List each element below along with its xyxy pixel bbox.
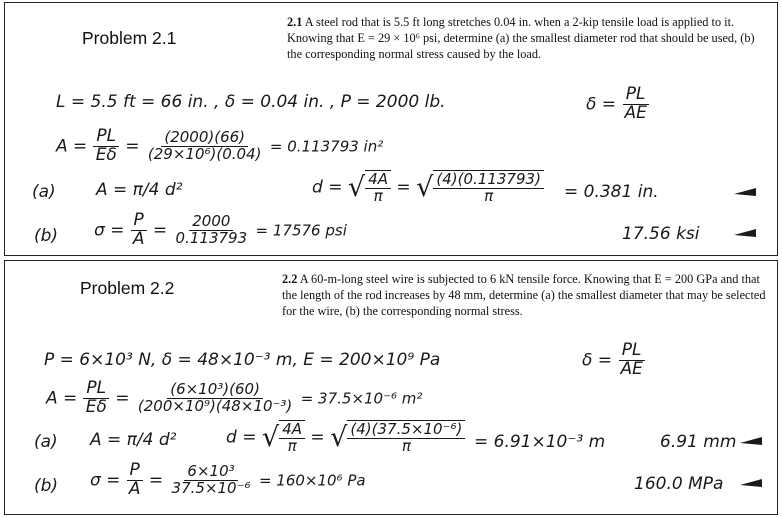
- sqrt1-num: 4A: [279, 422, 305, 439]
- problem-2-1-formula: [586, 86, 650, 123]
- formula-lhs: δ =: [586, 94, 617, 115]
- problem-2-1-a-area: A = π/4 d²: [96, 180, 183, 200]
- area-lhs: A =: [56, 136, 88, 157]
- problem-2-2-number: 2.2: [282, 272, 298, 286]
- sqrt2-num: (4)(0.113793): [433, 172, 544, 189]
- area-f2-num: (6×10³)(60): [167, 382, 263, 399]
- answer-arrow-icon: [734, 188, 756, 196]
- sqrt1-num: 4A: [365, 172, 391, 189]
- problem-2-2-statement-text: A 60-m-long steel wire is subjected to 6 kN tensile force. Knowing that E = 200 GPa and that the length of the rod increases by 48 mm, determine (a) the smallest diameter that may be selected for the wire, (b) the corresponding normal stress.: [282, 272, 766, 318]
- answer-arrow-icon: [740, 437, 762, 445]
- problem-2-2-a-area: A = π/4 d²: [90, 430, 177, 450]
- problem-2-2-statement: [282, 271, 770, 319]
- problem-2-1-number: 2.1: [287, 15, 303, 29]
- b-f2-num: 6×10³: [184, 464, 237, 481]
- problem-2-1-given: L = 5.5 ft = 66 in. , δ = 0.04 in. , P = 2000 lb.: [56, 92, 446, 112]
- problem-2-2-formula: [582, 342, 646, 379]
- problem-2-1-statement: [287, 14, 767, 62]
- sqrt1-den: π: [373, 186, 383, 205]
- problem-2-2-a-diameter: d = √ $\frac{4A}{\pi}$ = √ $\frac{\text{(4)(37.5×10⁻⁶)}}{\pi}$: [226, 420, 465, 455]
- problem-2-2-a-label: (a): [34, 432, 58, 452]
- b-f1-num: P: [127, 462, 143, 481]
- area-f1-den: Eδ: [95, 144, 117, 165]
- b-lhs: σ =: [94, 220, 125, 241]
- b-result: = 160×10⁶ Pa: [258, 471, 366, 490]
- d-lhs: d =: [312, 177, 343, 198]
- problem-2-1-a-diameter: d = √ $\frac{4A}{\pi}$ = √ $\frac{(4)(0.113793)}{\pi}$: [312, 170, 544, 205]
- sqrt2-den: π: [401, 436, 411, 455]
- b-result: = 17576 psi: [255, 221, 347, 240]
- area-f2-num: (2000)(66): [161, 130, 248, 147]
- answer-arrow-icon: [734, 229, 756, 237]
- problem-2-2-b-stress: σ = $\frac{P}{A}$ = $\frac{\text{6×10³}}{\text{37.5×10⁻⁶}}$ = 160×10⁶ Pa: [90, 460, 366, 499]
- area-f1-num: PL: [93, 128, 119, 147]
- problem-2-1-area-line: [56, 128, 383, 165]
- problem-2-1-statement-text: A steel rod that is 5.5 ft long stretches 0.04 in. when a 2-kip tensile load is applied to it. Knowing that E = 29 × 10⁶ psi, determine (a) the smallest diameter rod that should be used, (b) the corresponding normal stress caused by the load.: [287, 15, 755, 61]
- area-f2-den: (200×10⁹)(48×10⁻³): [137, 396, 293, 415]
- problem-2-1-b-stress: σ = $\frac{P}{A}$ = $\frac{2000}{0.113793}$ = 17576 psi: [94, 210, 347, 249]
- problem-2-2-given: P = 6×10³ N, δ = 48×10⁻³ m, E = 200×10⁹ Pa: [44, 350, 441, 370]
- problem-2-1-b-answer: 17.56 ksi: [622, 224, 700, 244]
- d-lhs: d =: [226, 427, 257, 448]
- area-lhs: A =: [46, 388, 78, 409]
- b-f2-den: 0.113793: [175, 228, 248, 247]
- problem-2-1-a-label: (a): [32, 182, 56, 202]
- area-result: = 37.5×10⁻⁶ m²: [300, 389, 423, 408]
- formula-den: AE: [620, 358, 643, 379]
- problem-2-2-a-answer: 6.91 mm: [660, 432, 737, 452]
- formula-num: PL: [619, 342, 645, 361]
- sqrt2-num: (4)(37.5×10⁻⁶): [347, 422, 465, 439]
- b-f1-den: A: [132, 228, 145, 249]
- formula-den: AE: [624, 102, 647, 123]
- formula-lhs: δ =: [582, 350, 613, 371]
- b-f1-den: A: [128, 478, 141, 499]
- problem-2-2-a-result: = 6.91×10⁻³ m: [474, 432, 606, 452]
- b-f2-num: 2000: [189, 214, 233, 231]
- equals-sign: =: [125, 136, 140, 157]
- area-f1-den: Eδ: [85, 396, 107, 417]
- sqrt1-den: π: [287, 436, 297, 455]
- problem-2-2-area-line: A = $\frac{PL}{E\delta}$ = $\frac{\text{(6×10³)(60)}}{\text{(200×10⁹)(48×10⁻³)}}$ = 37.5×10⁻⁶ m²: [46, 378, 423, 417]
- problem-2-2-b-label: (b): [34, 476, 59, 496]
- b-lhs: σ =: [90, 470, 121, 491]
- b-f1-num: P: [131, 212, 147, 231]
- sqrt2-den: π: [484, 186, 494, 205]
- formula-num: PL: [623, 86, 649, 105]
- problem-2-1-a-result: = 0.381 in.: [564, 182, 659, 202]
- problem-2-1-b-label: (b): [34, 226, 59, 246]
- b-f2-den: 37.5×10⁻⁶: [171, 478, 251, 497]
- problem-2-1-title: Problem 2.1: [82, 28, 177, 48]
- answer-arrow-icon: [740, 479, 762, 487]
- area-f2-den: (29×10⁶)(0.04): [147, 144, 262, 163]
- problem-2-2-b-answer: 160.0 MPa: [634, 474, 724, 494]
- area-result: = 0.113793 in²: [269, 137, 384, 156]
- problem-2-2-title: Problem 2.2: [80, 278, 175, 298]
- area-f1-num: PL: [83, 380, 109, 399]
